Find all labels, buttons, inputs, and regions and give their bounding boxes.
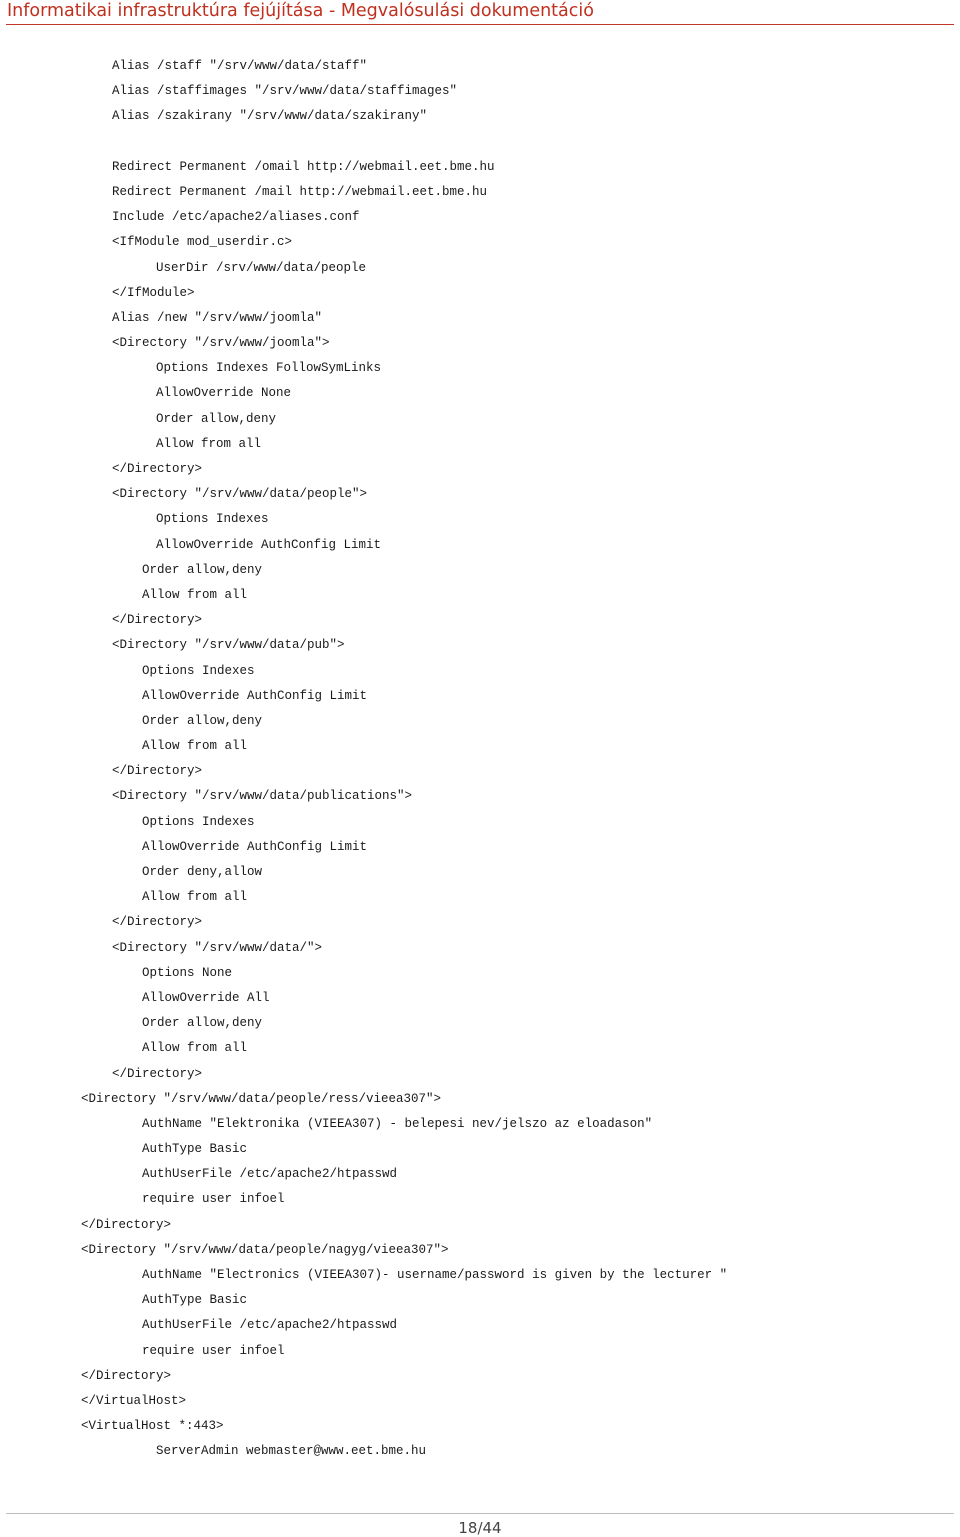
page-number: 18/44	[458, 1519, 502, 1537]
code-line: <Directory "/srv/www/data/people">	[112, 487, 368, 502]
code-line: AllowOverride All	[142, 990, 270, 1005]
code-line: require user infoel	[142, 1192, 285, 1207]
code-line: Options Indexes	[156, 512, 269, 527]
code-line: Options Indexes FollowSymLinks	[156, 361, 382, 376]
code-line: <Directory "/srv/www/data/people/ress/vieea307">	[81, 1091, 442, 1106]
code-line: AuthType Basic	[142, 1142, 248, 1157]
document-title: Informatikai infrastruktúra fejújítása - Megvalósulási dokumentáció	[7, 1, 594, 21]
code-line: Order allow,deny	[142, 713, 263, 728]
code-line: <VirtualHost *:443>	[81, 1419, 224, 1434]
code-line: Alias /staff "/srv/www/data/staff"	[112, 59, 368, 73]
code-line: Order allow,deny	[156, 411, 277, 426]
code-line: </Directory>	[81, 1368, 172, 1383]
code-line: Options None	[142, 965, 233, 980]
code-line: <Directory "/srv/www/data/people/nagyg/vieea307">	[81, 1242, 449, 1257]
code-line: <Directory "/srv/www/data/pub">	[112, 638, 345, 653]
code-line: Options Indexes	[142, 814, 255, 829]
code-line: </Directory>	[112, 764, 203, 779]
code-line: require user infoel	[142, 1343, 285, 1358]
code-line: AuthUserFile /etc/apache2/htpasswd	[142, 1167, 398, 1182]
code-line: Order allow,deny	[142, 1016, 263, 1031]
code-line: Redirect Permanent /omail http://webmail.eet.bme.hu	[112, 159, 495, 174]
code-line: Order deny,allow	[142, 865, 263, 879]
code-line: AuthName "Elektronika (VIEEA307) - belepesi nev/jelszo az eloadason"	[142, 1116, 653, 1131]
code-line	[0, 130, 960, 155]
code-line: <Directory "/srv/www/joomla">	[112, 336, 330, 351]
footer-rule	[6, 1513, 954, 1514]
code-line: AuthType Basic	[142, 1293, 248, 1308]
code-line: Allow from all	[156, 436, 262, 451]
code-line: UserDir /srv/www/data/people	[156, 260, 367, 275]
code-line: </Directory>	[112, 462, 203, 476]
code-line: Redirect Permanent /mail http://webmail.eet.bme.hu	[112, 184, 488, 199]
code-line: Alias /szakirany "/srv/www/data/szakirany"	[112, 109, 428, 124]
code-line: Order allow,deny	[142, 562, 263, 577]
code-line: <Directory "/srv/www/data/">	[112, 940, 323, 955]
code-line: </Directory>	[112, 1066, 203, 1081]
code-line: AllowOverride None	[156, 386, 292, 401]
code-line: </VirtualHost>	[81, 1393, 187, 1408]
code-line: AuthUserFile /etc/apache2/htpasswd	[142, 1318, 398, 1333]
code-line: <Directory "/srv/www/data/publications">	[112, 789, 413, 804]
config-listing	[0, 54, 960, 1465]
code-line: ServerAdmin webmaster@www.eet.bme.hu	[156, 1444, 427, 1459]
code-line: AuthName "Electronics (VIEEA307)- username/password is given by the lecturer "	[142, 1268, 728, 1282]
code-line: </Directory>	[112, 915, 203, 930]
code-line: Allow from all	[142, 739, 248, 754]
code-line: Alias /staffimages "/srv/www/data/staffimages"	[112, 84, 458, 99]
page-header	[6, 0, 954, 25]
code-line: AllowOverride AuthConfig Limit	[156, 537, 382, 552]
code-line: AllowOverride AuthConfig Limit	[142, 839, 368, 854]
code-line: <IfModule mod_userdir.c>	[112, 235, 293, 250]
code-line: </IfModule>	[112, 285, 195, 300]
code-line: Include /etc/apache2/aliases.conf	[112, 210, 360, 225]
code-line: Allow from all	[142, 587, 248, 602]
code-line: Alias /new "/srv/www/joomla"	[112, 310, 323, 325]
code-line: </Directory>	[81, 1217, 172, 1232]
code-line: AllowOverride AuthConfig Limit	[142, 688, 368, 703]
code-line: Allow from all	[142, 890, 248, 905]
code-line: Options Indexes	[142, 663, 255, 678]
code-line: </Directory>	[112, 613, 203, 628]
code-line: Allow from all	[142, 1041, 248, 1056]
